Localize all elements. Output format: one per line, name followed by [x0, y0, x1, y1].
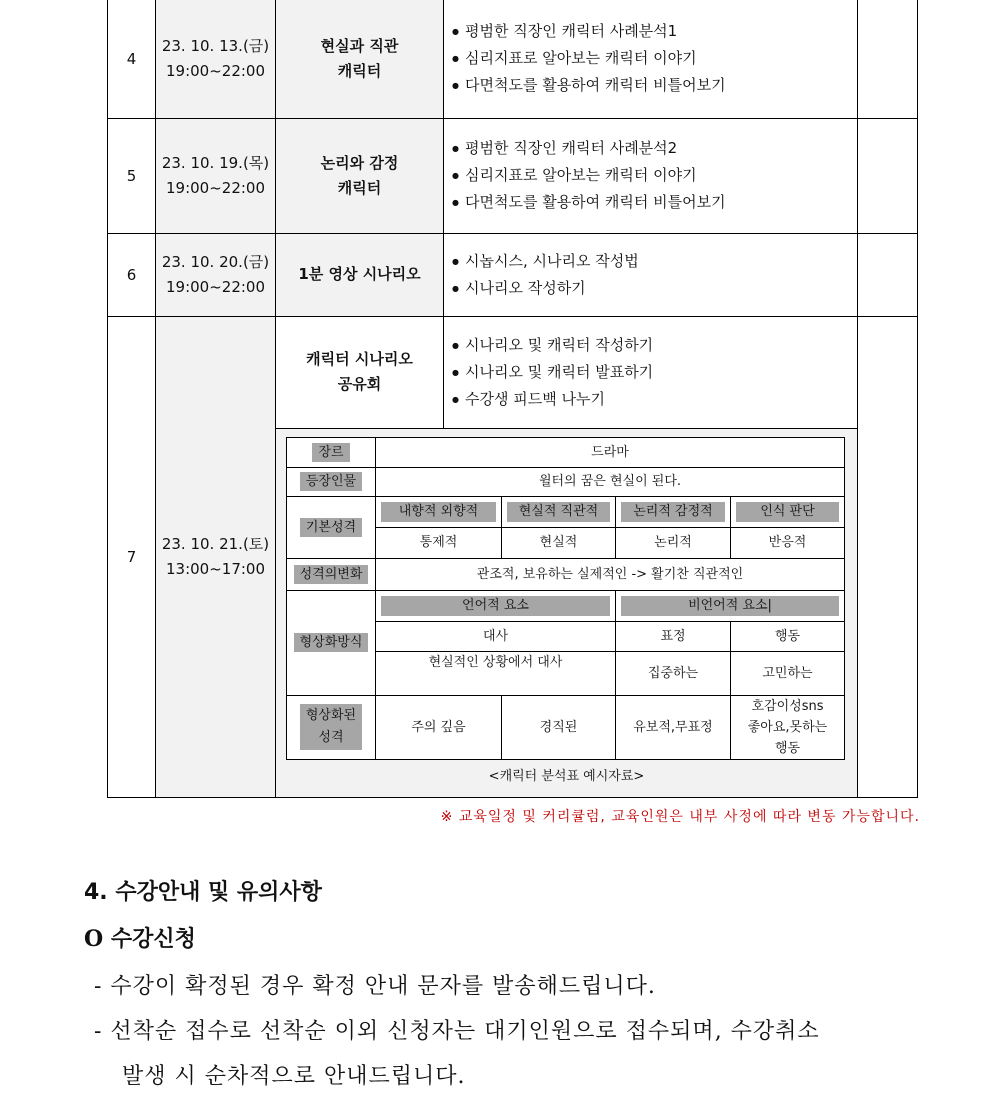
basic-value: 통제적 [376, 527, 502, 558]
session-date [156, 233, 276, 316]
change-value: 관조적, 보유하는 실제적인 -> 활기찬 직관적인 [376, 558, 845, 590]
basic-head-text: 현실적 직관적 [507, 502, 610, 522]
time-text: 19:00~22:00 [165, 178, 266, 197]
basic-head [376, 496, 502, 527]
session-date [156, 118, 276, 233]
basic-head [616, 496, 731, 527]
result-label-line: 형상화된 [305, 708, 357, 723]
session-content [444, 118, 858, 233]
session-topic [276, 316, 444, 428]
result-line: 좋아요,못하는 [747, 719, 828, 735]
change-label: 성격의변화 [294, 565, 369, 584]
result-label-line: 성격 [318, 730, 344, 745]
session-number: 7 [108, 316, 156, 797]
row-label [287, 437, 376, 467]
memo-cell [858, 118, 918, 233]
topic-line: 1분 영상 시나리오 [298, 265, 421, 283]
time-text: 19:00~22:00 [165, 61, 266, 80]
session-content [444, 316, 858, 428]
basic-head-text: 내향적 외향적 [381, 502, 496, 522]
expression-value: 집중하는 [616, 651, 731, 695]
content-item: ● 심리지표로 알아보는 캐릭터 이야기 [452, 162, 857, 189]
date-text: 23. 10. 20.(금) [161, 252, 270, 271]
basic-personality-label: 기본성격 [300, 518, 362, 537]
verbal-head [376, 590, 616, 621]
genre-value: 드라마 [376, 437, 845, 467]
action-value: 고민하는 [731, 651, 845, 695]
nonverbal-head [616, 590, 845, 621]
character-analysis-table [286, 437, 845, 760]
date-text: 23. 10. 21.(토) [161, 534, 270, 553]
content-item: ● 시놉시스, 시나리오 작성법 [452, 248, 857, 275]
session-date [156, 316, 276, 797]
date-text: 23. 10. 13.(금) [161, 36, 270, 55]
row-label [287, 558, 376, 590]
section-title: 4. 수강안내 및 유의사항 [84, 880, 322, 905]
row-label [287, 496, 376, 558]
basic-head [502, 496, 616, 527]
schedule-row [108, 118, 918, 233]
row-label [287, 467, 376, 496]
result-value: 유보적,무표정 [616, 695, 731, 759]
character-value: 윌터의 꿈은 현실이 된다. [376, 467, 845, 496]
basic-value: 현실적 [502, 527, 616, 558]
character-label: 등장인물 [300, 472, 362, 491]
content-item: ● 시나리오 및 캐릭터 발표하기 [452, 359, 857, 386]
schedule-row [108, 233, 918, 316]
time-text: 13:00~17:00 [165, 559, 266, 578]
verbal-text: 언어적 요소 [381, 596, 610, 616]
topic-line: 현실과 직관 [320, 36, 399, 55]
topic-line: 캐릭터 시나리오 [306, 350, 413, 368]
schedule-row [108, 0, 918, 118]
result-line: 호감이성sns [751, 698, 824, 714]
memo-cell [858, 316, 918, 797]
session-number: 5 [108, 118, 156, 233]
session-topic [276, 233, 444, 316]
basic-value: 논리적 [616, 527, 731, 558]
content-item: ● 평범한 직장인 캐릭터 사례분석2 [452, 135, 857, 162]
paragraph: - 선착순 접수로 선착순 이외 신청자는 대기인원으로 접수되며, 수강취소 [94, 1019, 820, 1044]
session-topic [276, 118, 444, 233]
basic-value: 반응적 [731, 527, 845, 558]
result-value [731, 695, 845, 759]
subsection-title: O 수강신청 [84, 926, 196, 952]
row-label [287, 590, 376, 695]
session-content [444, 0, 858, 118]
nonverbal-text: 비언어적 요소| [621, 596, 839, 616]
schedule-table [107, 0, 918, 798]
schedule-row [108, 316, 918, 428]
method-label: 형상화방식 [294, 633, 369, 652]
expression-head: 표정 [616, 621, 731, 651]
time-text: 19:00~22:00 [165, 277, 266, 296]
session-topic [276, 0, 444, 118]
paragraph: - 수강이 확정된 경우 확정 안내 문자를 발송해드립니다. [94, 974, 656, 999]
dialog-desc: 현실적인 상황에서 대사 [376, 651, 616, 695]
session-content [444, 233, 858, 316]
action-head: 행동 [731, 621, 845, 651]
paragraph: 발생 시 순차적으로 안내드립니다. [122, 1064, 466, 1089]
session-number: 4 [108, 0, 156, 118]
content-item: ● 다면척도를 활용하여 캐릭터 비틀어보기 [452, 189, 857, 216]
sample-image-cell [276, 428, 858, 797]
basic-head-text: 논리적 감정적 [621, 502, 725, 522]
content-item: ● 다면척도를 활용하여 캐릭터 비틀어보기 [452, 72, 857, 99]
dialog-head: 대사 [376, 621, 616, 651]
result-label [300, 704, 362, 750]
content-item: ● 수강생 피드백 나누기 [452, 386, 857, 413]
topic-line: 공유회 [337, 375, 382, 393]
schedule-note: ※ 교육일정 및 커리큘럼, 교육인원은 내부 사정에 따라 변동 가능합니다. [440, 809, 920, 825]
basic-head-text: 인식 판단 [736, 502, 839, 522]
basic-head [731, 496, 845, 527]
row-label [287, 695, 376, 759]
memo-cell [858, 233, 918, 316]
genre-label: 장르 [312, 443, 349, 462]
topic-line: 캐릭터 [337, 61, 382, 80]
session-date [156, 0, 276, 118]
topic-line: 캐릭터 [337, 178, 382, 197]
content-item: ● 시나리오 및 캐릭터 작성하기 [452, 332, 857, 359]
content-item: ● 평범한 직장인 캐릭터 사례분석1 [452, 18, 857, 45]
topic-line: 논리와 감정 [320, 153, 399, 172]
content-item: ● 심리지표로 알아보는 캐릭터 이야기 [452, 45, 857, 72]
result-value: 주의 깊음 [376, 695, 502, 759]
content-item: ● 시나리오 작성하기 [452, 275, 857, 302]
memo-cell [858, 0, 918, 118]
result-line: 행동 [774, 740, 801, 756]
result-value: 경직된 [502, 695, 616, 759]
date-text: 23. 10. 19.(목) [161, 153, 270, 172]
sample-caption: <캐릭터 분석표 예시자료> [276, 760, 857, 790]
session-number: 6 [108, 233, 156, 316]
